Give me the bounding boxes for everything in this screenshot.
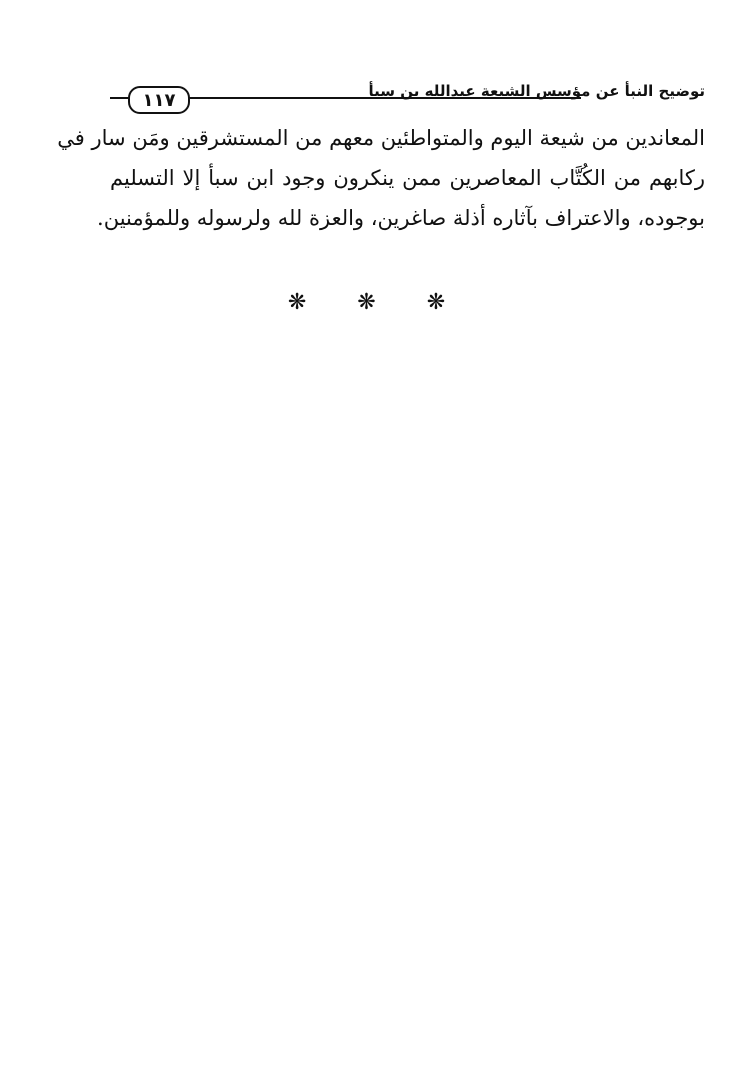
section-separator: ❋ ❋ ❋: [287, 290, 468, 315]
page-number: ١١٧: [128, 86, 190, 114]
header-rule-left: [110, 97, 130, 99]
body-paragraph: [57, 118, 705, 238]
page-header: [110, 80, 705, 116]
text-line: المعاندين من شيعة اليوم والمتواطئين معهم من المستشرقين ومَن سار في: [57, 126, 705, 150]
text-line: بوجوده، والاعتراف بآثاره أذلة صاغرين، والعزة لله ولرسوله وللمؤمنين.: [97, 206, 705, 230]
running-title: توضيح النبأ عن مؤسس الشيعة عبدالله بن سبأ: [368, 82, 705, 100]
text-line: ركابهم من الكُتَّاب المعاصرين ممن ينكرون وجود ابن سبأ إلا التسليم: [110, 166, 705, 190]
